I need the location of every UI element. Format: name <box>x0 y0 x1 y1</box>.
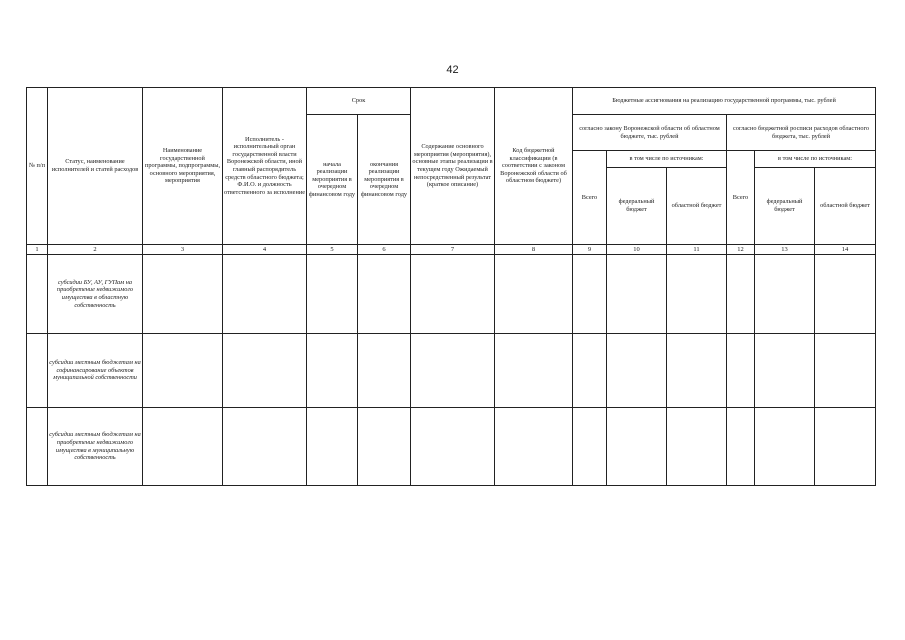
header-sources-roster: в том числе по источникам: <box>755 151 876 168</box>
header-law: согласно закону Воронежской области об областном бюджете, тыс. рублей <box>573 115 727 151</box>
row-cell <box>411 255 495 334</box>
row-cell <box>307 408 358 486</box>
row-cell <box>667 408 727 486</box>
header-status: Статус, наименование исполнителей и статей расходов <box>48 88 143 245</box>
row-cell <box>755 334 815 408</box>
header-regional-roster: областной бюджет <box>815 168 876 245</box>
table-row <box>27 334 876 408</box>
column-number: 8 <box>495 245 573 255</box>
row-cell <box>727 334 755 408</box>
header-federal-law: федеральный бюджет <box>607 168 667 245</box>
row-cell <box>358 334 411 408</box>
row-cell <box>358 408 411 486</box>
column-number: 11 <box>667 245 727 255</box>
row-cell <box>223 255 307 334</box>
row-cell <box>495 334 573 408</box>
table-row <box>27 408 876 486</box>
row-cell <box>27 334 48 408</box>
row-status: субсидии местным бюджетам на приобретение недвижимого имущества в муниципальную собственность <box>48 408 143 486</box>
row-cell <box>495 408 573 486</box>
column-number-row <box>27 245 876 255</box>
column-number: 2 <box>48 245 143 255</box>
row-cell <box>223 334 307 408</box>
row-cell <box>411 408 495 486</box>
row-cell <box>607 255 667 334</box>
column-number: 12 <box>727 245 755 255</box>
row-status: субсидии БУ, АУ, ГУПам на приобретение недвижимого имущества в областную собственность <box>48 255 143 334</box>
column-number: 9 <box>573 245 607 255</box>
header-term-start: начала реализации мероприятия в очередном финансовом году <box>307 115 358 245</box>
header-term: Срок <box>307 88 411 115</box>
row-cell <box>667 255 727 334</box>
header-sources-law: в том числе по источникам: <box>607 151 727 168</box>
row-cell <box>667 334 727 408</box>
row-cell <box>755 408 815 486</box>
header-roster: согласно бюджетной росписи расходов областного бюджета, тыс. рублей <box>727 115 876 151</box>
column-number: 4 <box>223 245 307 255</box>
row-cell <box>573 408 607 486</box>
header-federal-roster: федеральный бюджет <box>755 168 815 245</box>
column-number: 6 <box>358 245 411 255</box>
header-executor: Исполнитель - исполнительный орган государственной власти Воронежской области, иной главный распорядитель средств областного бюджета; Ф.И.О. и должность ответственного за исполнение <box>223 88 307 245</box>
row-cell <box>607 334 667 408</box>
header-total-law: Всего <box>573 151 607 245</box>
row-cell <box>223 408 307 486</box>
row-cell <box>495 255 573 334</box>
header-code: Код бюджетной классификации (в соответствии с законом Воронежской области об областном бюджете) <box>495 88 573 245</box>
row-cell <box>143 334 223 408</box>
row-cell <box>143 408 223 486</box>
column-number: 13 <box>755 245 815 255</box>
row-cell <box>27 408 48 486</box>
column-number: 1 <box>27 245 48 255</box>
header-regional-law: областной бюджет <box>667 168 727 245</box>
row-cell <box>727 255 755 334</box>
row-cell <box>307 334 358 408</box>
header-term-end: окончания реализации мероприятия в очередном финансовом году <box>358 115 411 245</box>
row-cell <box>411 334 495 408</box>
column-number: 5 <box>307 245 358 255</box>
row-cell <box>358 255 411 334</box>
table-row <box>27 255 876 334</box>
row-cell <box>815 334 876 408</box>
column-number: 10 <box>607 245 667 255</box>
row-cell <box>27 255 48 334</box>
header-budget: Бюджетные ассигнования на реализацию государственной программы, тыс. рублей <box>573 88 876 115</box>
column-number: 3 <box>143 245 223 255</box>
column-number: 14 <box>815 245 876 255</box>
header-name: Наименование государственной программы, подпрограммы, основного мероприятия, мероприятия <box>143 88 223 245</box>
row-cell <box>607 408 667 486</box>
row-cell <box>815 255 876 334</box>
row-cell <box>815 408 876 486</box>
row-cell <box>143 255 223 334</box>
row-cell <box>307 255 358 334</box>
header-total-roster: Всего <box>727 151 755 245</box>
column-number: 7 <box>411 245 495 255</box>
header-content: Содержание основного мероприятия (мероприятия), основные этапы реализации в текущем году Ожидаемый непосредственный результат (краткое описание) <box>411 88 495 245</box>
budget-table <box>26 87 876 486</box>
row-cell <box>727 408 755 486</box>
row-cell <box>755 255 815 334</box>
row-status: субсидии местным бюджетам на софинансирование объектов муниципальной собственности <box>48 334 143 408</box>
row-cell <box>573 334 607 408</box>
page-number: 42 <box>446 64 459 76</box>
header-num: № п/п <box>27 88 48 245</box>
row-cell <box>573 255 607 334</box>
